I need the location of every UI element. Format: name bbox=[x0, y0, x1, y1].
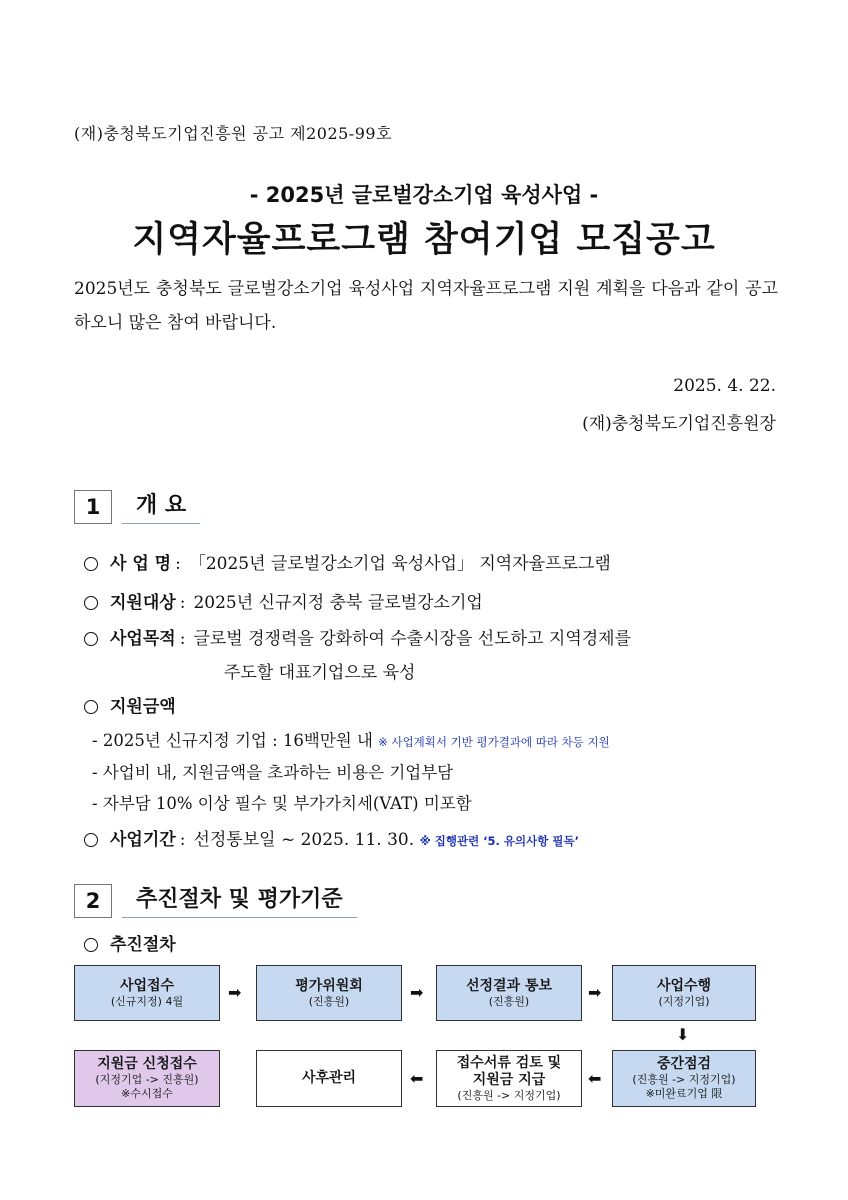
announcement-date: 2025. 4. 22. bbox=[673, 376, 776, 396]
amount-label: 지원금액 bbox=[110, 697, 176, 717]
flow-step-follow-up: 사후관리 bbox=[256, 1050, 402, 1107]
right-arrow-icon: ➡ bbox=[228, 983, 242, 1002]
section-title: 추진절차 및 평가기준 bbox=[122, 882, 357, 918]
section-number: 1 bbox=[74, 490, 112, 524]
circle-bullet-icon bbox=[84, 700, 98, 714]
right-arrow-icon: ➡ bbox=[410, 983, 424, 1002]
purpose-row: 사업목적 : 글로벌 경쟁력을 강화하여 수출시장을 선도하고 지역경제를 bbox=[84, 624, 631, 649]
project-name-row: 사 업 명 : 「2025년 글로벌강소기업 육성사업」 지역자율프로그램 bbox=[84, 549, 611, 574]
circle-bullet-icon bbox=[84, 557, 98, 571]
period-label: 사업기간 bbox=[110, 830, 176, 850]
purpose-label: 사업목적 bbox=[110, 629, 176, 649]
flow-step-application: 사업접수 (신규지정) 4월 bbox=[74, 965, 220, 1021]
target-value: 2025년 신규지정 충북 글로벌강소기업 bbox=[193, 593, 483, 613]
left-arrow-icon: ⬅ bbox=[410, 1069, 424, 1088]
circle-bullet-icon bbox=[84, 938, 98, 952]
announcement-number: (재)충청북도기업진흥원 공고 제2025-99호 bbox=[74, 124, 393, 143]
amount-bullet-1-text: - 2025년 신규지정 기업 : 16백만원 내 bbox=[92, 731, 373, 750]
section-1-heading bbox=[74, 486, 200, 524]
signer: (재)충청북도기업진흥원장 bbox=[582, 414, 776, 434]
period-row: 사업기간 : 선정통보일 ~ 2025. 11. 30. ※ 집행관련 ‘5. 유의사항 필독’ bbox=[84, 825, 579, 850]
circle-bullet-icon bbox=[84, 833, 98, 847]
document-subtitle: - 2025년 글로벌강소기업 육성사업 - bbox=[249, 183, 599, 207]
flow-step-interim-check: 중간점검 (진흥원 -> 지정기업) ※미완료기업 限 bbox=[612, 1050, 756, 1107]
flow-step-notification: 선정결과 통보 (진흥원) bbox=[436, 965, 582, 1021]
section-number: 2 bbox=[74, 884, 112, 918]
intro-paragraph: 2025년도 충청북도 글로벌강소기업 육성사업 지역자율프로그램 지원 계획을 다음과 같이 공고하오니 많은 참여 바랍니다. bbox=[74, 279, 778, 333]
period-value: 선정통보일 ~ 2025. 11. 30. bbox=[193, 830, 415, 850]
target-label: 지원대상 bbox=[110, 593, 176, 613]
amount-bullet-2: - 사업비 내, 지원금액을 초과하는 비용은 기업부담 bbox=[92, 763, 454, 782]
project-name-value: 「2025년 글로벌강소기업 육성사업」 지역자율프로그램 bbox=[188, 554, 611, 574]
circle-bullet-icon bbox=[84, 596, 98, 610]
flow-step-execution: 사업수행 (지정기업) bbox=[612, 965, 756, 1021]
flow-step-evaluation: 평가위원회 (진흥원) bbox=[256, 965, 402, 1021]
amount-bullet-1 bbox=[92, 727, 610, 751]
procedure-subheading: 추진절차 bbox=[84, 930, 176, 955]
down-arrow-icon: ⬇ bbox=[676, 1025, 690, 1044]
project-name-label: 사 업 명 bbox=[110, 554, 172, 574]
amount-bullet-3: - 자부담 10% 이상 필수 및 부가가치세(VAT) 미포함 bbox=[92, 794, 472, 813]
left-arrow-icon: ⬅ bbox=[588, 1069, 602, 1088]
section-2-heading bbox=[74, 880, 357, 918]
circle-bullet-icon bbox=[84, 632, 98, 646]
target-row: 지원대상 : 2025년 신규지정 충북 글로벌강소기업 bbox=[84, 588, 483, 613]
section-title: 개 요 bbox=[122, 488, 200, 524]
right-arrow-icon: ➡ bbox=[588, 983, 602, 1002]
amount-row bbox=[84, 692, 176, 717]
period-note: ※ 집행관련 ‘5. 유의사항 필독’ bbox=[419, 834, 579, 848]
purpose-line-2: 주도할 대표기업으로 육성 bbox=[224, 663, 416, 683]
amount-bullet-1-note: ※ 사업계획서 기반 평가결과에 따라 차등 지원 bbox=[378, 735, 610, 749]
purpose-line-1: 글로벌 경쟁력을 강화하여 수출시장을 선도하고 지역경제를 bbox=[193, 629, 632, 649]
document-title: 지역자율프로그램 참여기업 모집공고 bbox=[132, 220, 716, 260]
flow-step-document-review: 접수서류 검토 및 지원금 지급 (진흥원 -> 지정기업) bbox=[436, 1050, 582, 1107]
flow-step-grant-request: 지원금 신청접수 (지정기업 -> 진흥원) ※수시접수 bbox=[74, 1050, 220, 1107]
